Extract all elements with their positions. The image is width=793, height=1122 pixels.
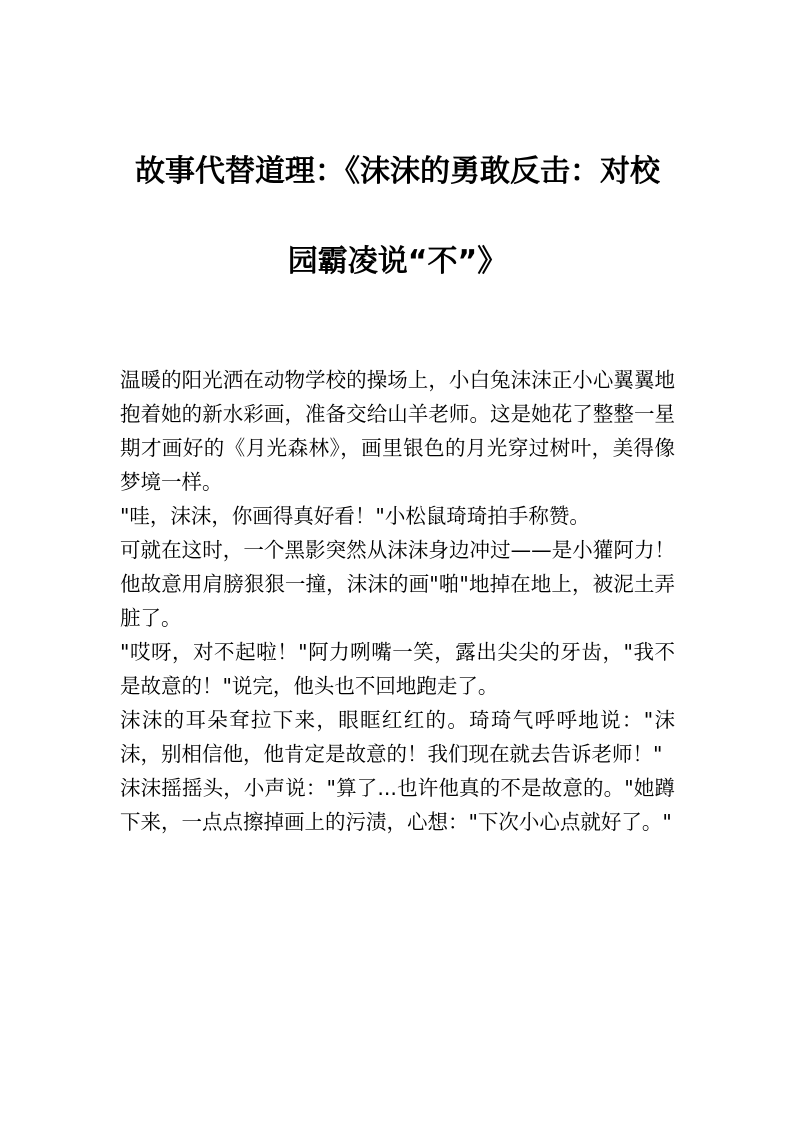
paragraph-3: 可就在这时，一个黑影突然从沫沫身边冲过——是小獾阿力！他故意用肩膀狠狠一撞，沫沫的画"啪"地掉在地上，被泥土弄脏了。 [120, 538, 675, 630]
title-line-1: 故事代替道理：《沫沫的勇敢反击：对校 [135, 154, 660, 189]
document-title [120, 0, 675, 307]
paragraph-4: "哎呀，对不起啦！"阿力咧嘴一笑，露出尖尖的牙齿，"我不是故意的！"说完，他头也不回地跑走了。 [120, 640, 675, 698]
paragraph-6: 沫沫摇摇头，小声说："算了...也许他真的不是故意的。"她蹲下来，一点点擦掉画上的污渍，心想："下次小心点就好了。" [120, 776, 675, 834]
title-line-2: 园霸凌说“不”》 [287, 244, 508, 279]
paragraph-5: 沫沫的耳朵耷拉下来，眼眶红红的。琦琦气呼呼地说："沫沫，别相信他，他肯定是故意的！我们现在就去告诉老师！" [120, 708, 675, 766]
paragraph-1: 温暖的阳光洒在动物学校的操场上，小白兔沫沫正小心翼翼地抱着她的新水彩画，准备交给山羊老师。这是她花了整整一星期才画好的《月光森林》，画里银色的月光穿过树叶，美得像梦境一样。 [120, 368, 675, 494]
paragraph-2: "哇，沫沫，你画得真好看！"小松鼠琦琦拍手称赞。 [120, 504, 590, 528]
story-body [120, 363, 675, 839]
